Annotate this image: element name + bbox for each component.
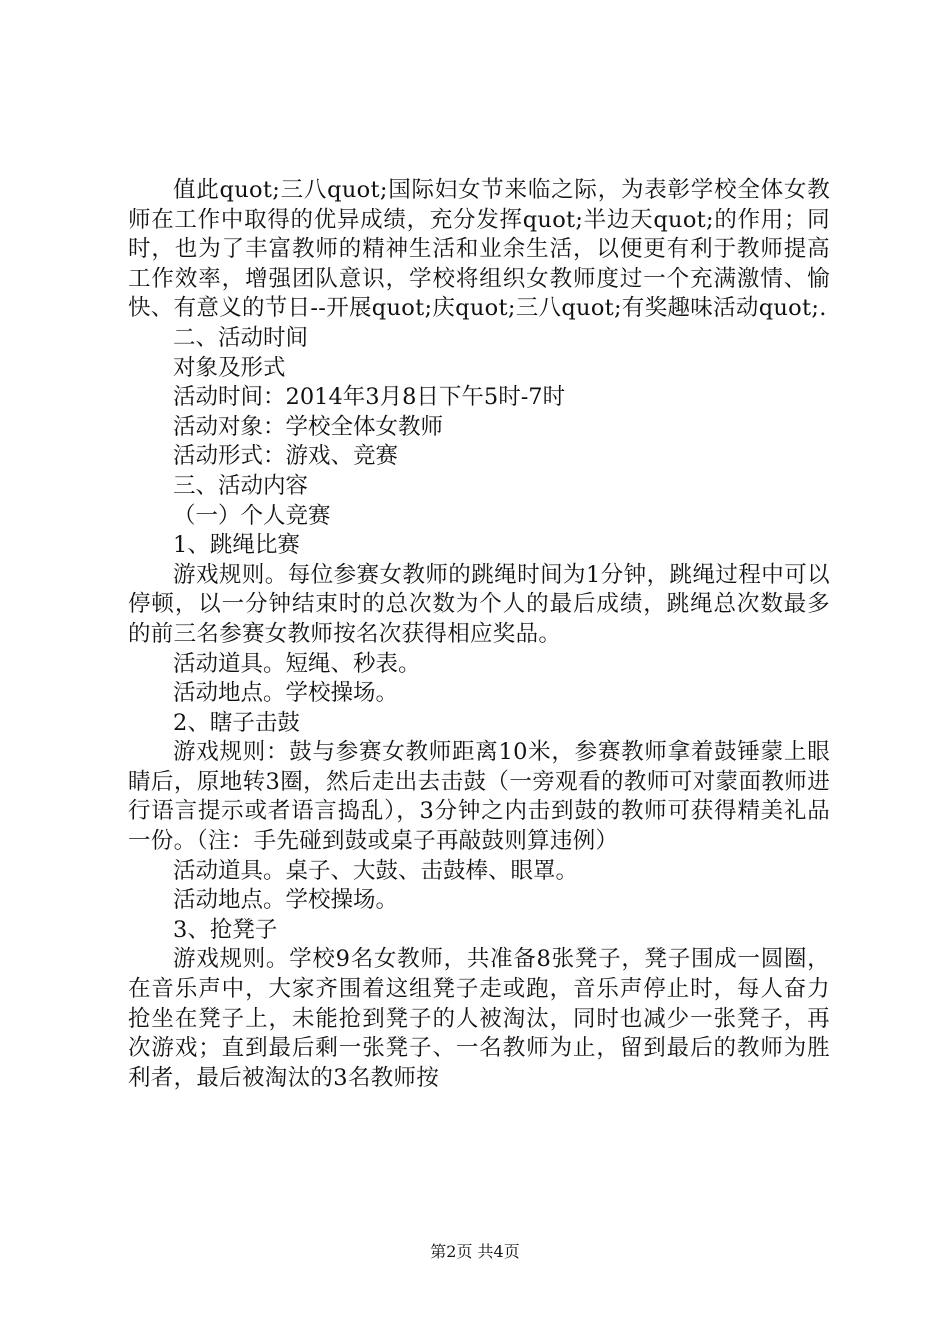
section-heading-content: 三、活动内容	[173, 472, 309, 499]
intro-paragraph: 值此quot;三八quot;国际妇女节来临之际，为表彰学校全体女教师在工作中取得的优异成绩，充分发挥quot;半边天quot;的作用；同时，也为了丰富教师的精神生活和业余生活，以便更有利于教师提高工作效率，增强团队意识，学校将组织女教师度过一个充满激情、愉快、有意义的节日--开展quot;庆quot;三八quot;有奖趣味活动quot;.	[128, 177, 830, 322]
subsection-individual: （一）个人竞赛	[173, 502, 331, 529]
chairs-rules: 游戏规则。学校9名女教师，共准备8张凳子，凳子围成一圆圈，在音乐声中，大家齐围着这组凳子走或跑，音乐声停止时，每人奋力抢坐在凳子上，未能抢到凳子的人被淘汰，同时也减少一张凳子，再次游戏；直到最后剩一张凳子、一名教师为止，留到最后的教师为胜利者，最后被淘汰的3名教师按	[128, 946, 830, 1091]
activity-time: 活动时间：2014年3月8日下午5时-7时	[173, 384, 566, 411]
page-number: 第2页 共4页	[430, 1242, 520, 1261]
drum-rules: 游戏规则：鼓与参赛女教师距离10米，参赛教师拿着鼓锤蒙上眼睛后，原地转3圈，然后走出去击鼓（一旁观看的教师可对蒙面教师进行语言提示或者语言捣乱），3分钟之内击到鼓的教师可获得精美礼品一份。（注：手先碰到鼓或桌子再敲鼓则算违例）	[128, 739, 830, 855]
drum-location: 活动地点。学校操场。	[173, 887, 399, 914]
rope-rules: 游戏规则。每位参赛女教师的跳绳时间为1分钟，跳绳过程中可以停顿，以一分钟结束时的总次数为个人的最后成绩，跳绳总次数最多的前三名参赛女教师按名次获得相应奖品。	[128, 561, 830, 647]
drum-props: 活动道具。桌子、大鼓、击鼓棒、眼罩。	[173, 857, 579, 884]
section-subheading: 对象及形式	[173, 354, 286, 381]
rope-location: 活动地点。学校操场。	[173, 680, 399, 707]
section-heading-time: 二、活动时间	[173, 324, 309, 351]
activity-form: 活动形式：游戏、竞赛	[173, 443, 399, 470]
document-body	[128, 176, 830, 1093]
item-heading-rope: 1、跳绳比赛	[173, 532, 300, 559]
activity-target: 活动对象：学校全体女教师	[173, 413, 444, 440]
item-heading-chairs: 3、抢凳子	[173, 916, 278, 943]
item-heading-drum: 2、瞎子击鼓	[173, 709, 300, 736]
rope-props: 活动道具。短绳、秒表。	[173, 650, 421, 677]
